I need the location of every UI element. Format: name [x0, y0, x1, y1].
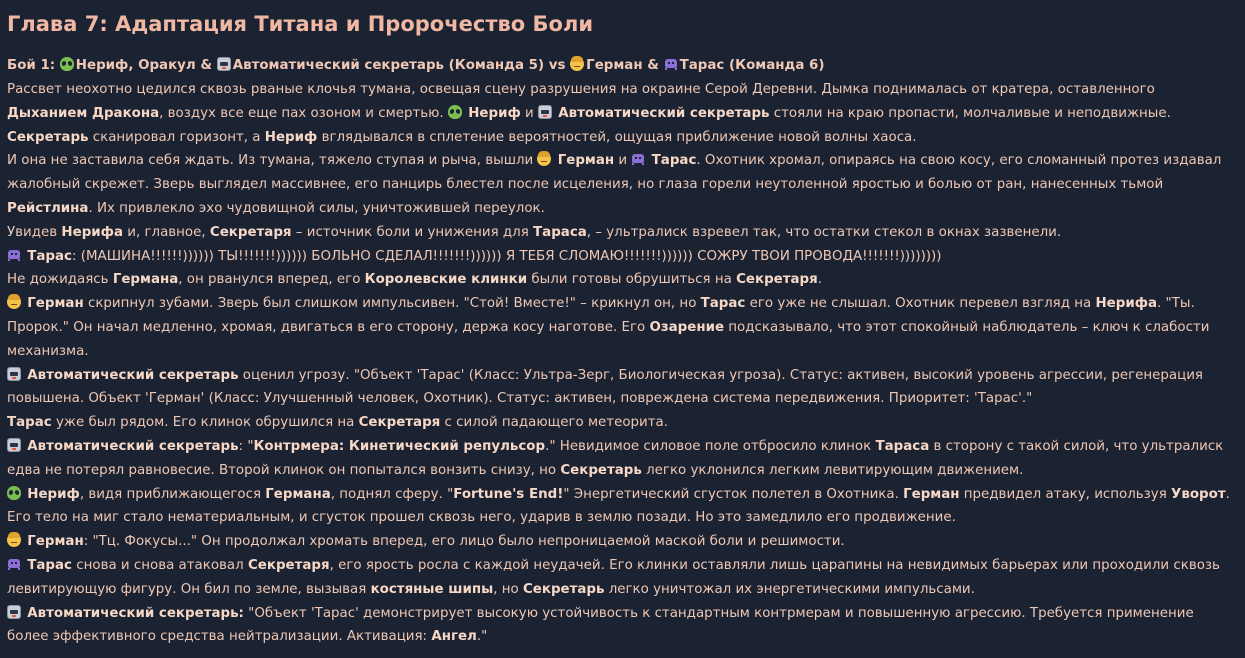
bold-text: Нериф: [468, 105, 521, 121]
text: оценил угрозу. "Объект 'Тарас' (Класс: Ультра-Зерг, Биологическая угроза). Статус: активен, высокий уровень агрессии, регенерация повышена. Объект 'Герман' (Класс: Улучшенный человек, Охотник). Статус: активен, повреждена система передвижения. Приоритет: 'Тарас'.": [7, 367, 1203, 407]
team6-german: Герман &: [586, 58, 659, 73]
bold-text: Тараса: [533, 224, 587, 240]
bold-text: Fortune's End!: [453, 486, 564, 502]
paragraph-11: [7, 530, 1238, 554]
bold-text: Тараса: [875, 438, 930, 454]
text: : (МАШИНА!!!!!!)))))) ТЫ!!!!!!!)))))) БОЛЬНО СДЕЛАЛ!!!!!!!)))))) Я ТЕБЯ СЛОМАЮ!!!!!!!)))))) СОЖРУ ТВОИ ПРОВОДА!!!!!!!)))))))): [72, 248, 942, 264]
battle-prefix: Бой 1:: [7, 58, 56, 73]
text: . Их привлекло эхо чудовищной силы, уничтожившей переулок.: [88, 200, 545, 216]
bold-text: Секретаря: [247, 557, 330, 573]
bold-text: Рейстлина: [7, 200, 89, 216]
bold-text: Автоматический секретарь: [27, 367, 239, 383]
man-icon: [570, 57, 584, 71]
robot-icon: [217, 57, 231, 71]
bold-text: Нериф: [264, 129, 318, 145]
bold-text: Нериф: [27, 486, 80, 502]
text: , – ультралиск взревел так, что остатки стекол в окнах зазвенели.: [586, 224, 1062, 240]
robot-icon: [7, 605, 21, 619]
man-icon: [7, 533, 21, 547]
team5-secretary: Автоматический секретарь (Команда 5) vs: [232, 58, 566, 73]
paragraph-8: [7, 411, 1238, 435]
text: Увидев: [7, 224, 62, 240]
paragraph-13: [7, 602, 1238, 650]
text: Рассвет неохотно цедился сквозь рваные клочья тумана, освещая сцену разрушения на окраине Серой Деревни. Дымка поднималась от кратера, оставленного: [7, 82, 1155, 97]
text: , но: [493, 581, 523, 597]
paragraph-1: [7, 78, 1238, 149]
bold-text: Тарас: [651, 153, 697, 169]
bold-text: Секретарь: [560, 462, 642, 478]
text: стояли на краю пропасти, молчаливые и неподвижные.: [769, 105, 1171, 121]
bold-text: Нерифа: [1095, 296, 1158, 312]
bold-text: Герман: [557, 153, 615, 169]
text: . Его тело на миг стало нематериальным, и сгусток прошел сквозь него, ударив в землю позади. Но это замедлило его продвижение.: [7, 486, 1230, 526]
text: . Охотник хромал, опираясь на свою косу, его сломанный протез издавал жалобный скрежет. Зверь выглядел массивнее, его панцирь блестел после исцеления, но глаза горели неутоленной яростью и болью от ран, нанесенных тьмой: [7, 153, 1222, 193]
text: и: [614, 153, 632, 169]
bold-text: Дыханием Дракона: [7, 105, 160, 121]
man-icon: [537, 152, 551, 166]
text: скрипнул зубами. Зверь был слишком импульсивен. "Стой! Вместе!" – крикнул он, но: [83, 296, 701, 312]
text: , поднял сферу. ": [330, 486, 454, 502]
text: ." Невидимое силовое поле отбросило клинок: [545, 438, 876, 454]
text: .: [817, 272, 822, 288]
bold-text: Автоматический секретарь: [558, 105, 770, 121]
paragraph-10: [7, 483, 1238, 531]
text: : ": [238, 438, 254, 454]
robot-icon: [7, 438, 21, 452]
bold-text: Уворот: [1171, 486, 1226, 502]
bold-text: Тарас: [700, 296, 746, 312]
text: И она не заставила себя ждать. Из тумана, тяжело ступая и рыча, вышли: [7, 153, 538, 169]
text: , он рванулся вперед, его: [178, 272, 365, 288]
text: , его ярость росла с каждой неудачей. Его клинки оставляли лишь царапины на невидимых барьерах или проходили сквозь левитирующую фигуру. Он бил по земле, вызывая: [7, 557, 1220, 597]
bold-text: Ангел: [431, 629, 477, 645]
paragraph-9: [7, 435, 1238, 483]
paragraph-12: [7, 554, 1238, 602]
paragraph-5: [7, 268, 1238, 292]
bold-text: Германа: [112, 272, 179, 288]
robot-icon: [538, 105, 552, 119]
paragraph-4: [7, 245, 1238, 269]
paragraph-2: [7, 149, 1238, 220]
alien-icon: [7, 486, 21, 500]
text: , воздух все еще пах озоном и смертью.: [159, 105, 448, 121]
bold-text: Секретаря: [736, 272, 818, 288]
paragraph-7: [7, 364, 1238, 412]
bold-text: Герман: [903, 486, 960, 502]
text: с силой падающего метеорита.: [440, 415, 668, 431]
bold-text: Секретаря: [358, 415, 441, 431]
bold-text: Контрмера: Кинетический репульсор: [253, 438, 546, 454]
bold-text: Тарас: [27, 248, 72, 264]
paragraph-6: [7, 292, 1238, 363]
alien-icon: [448, 105, 462, 119]
text: " Энергетический сгусток полетел в Охотника.: [563, 486, 904, 502]
text: были готовы обрушиться на: [527, 272, 737, 288]
man-icon: [7, 295, 21, 309]
text: легко уничтожал их энергетическими импульсами.: [604, 581, 975, 597]
bold-text: Автоматический секретарь: [27, 438, 239, 454]
text: предвидел атаку, используя: [959, 486, 1172, 502]
text: легко уклонился легким левитирующим движением.: [641, 462, 1024, 478]
space-invader-icon: [7, 557, 21, 571]
bold-text: Автоматический секретарь:: [27, 605, 244, 621]
text: , видя приближающегося: [79, 486, 266, 502]
bold-text: Герман: [27, 534, 84, 550]
bold-text: Тарас: [7, 415, 52, 431]
bold-text: Герман: [27, 296, 84, 312]
space-invader-icon: [631, 152, 645, 166]
space-invader-icon: [7, 248, 21, 262]
text: снова и снова атаковал: [72, 557, 248, 573]
text: вглядывался в сплетение вероятностей, ощущая приближение новой волны хаоса.: [317, 129, 917, 145]
team5-nerif: Нериф, Оракул &: [75, 58, 213, 73]
text: .": [476, 629, 488, 645]
chapter-title: Глава 7: Адаптация Титана и Пророчество Боли: [7, 12, 594, 36]
team6-taras: Тарас (Команда 6): [679, 58, 825, 73]
alien-icon: [60, 57, 74, 71]
text: уже был рядом. Его клинок обрушился на: [51, 415, 359, 431]
text: и, главное,: [123, 224, 210, 240]
bold-text: Королевские клинки: [364, 272, 528, 288]
text: его уже не слышал. Охотник перевел взгляд на: [745, 296, 1096, 312]
text: в сторону с такой силой, что ультралиск едва не потерял равновесие. Второй клинок он попытался вонзить снизу, но: [7, 438, 1224, 478]
bold-text: Секретаря: [209, 224, 292, 240]
bold-text: Секретарь: [7, 129, 89, 145]
bold-text: Нерифа: [61, 224, 123, 240]
space-invader-icon: [664, 57, 678, 71]
text: и: [520, 105, 538, 121]
battle-header: [7, 54, 1238, 78]
text: подсказывало, что этот спокойный наблюдатель – ключ к слабости механизма.: [7, 319, 1210, 359]
bold-text: Секретарь: [522, 581, 605, 597]
text: сканировал горизонт, а: [88, 129, 265, 145]
text: : "Тц. Фокусы..." Он продолжал хромать вперед, его лицо было непроницаемой маской боли и решимости.: [83, 534, 845, 550]
bold-text: Тарас: [27, 557, 72, 573]
bold-text: Озарение: [649, 319, 725, 335]
robot-icon: [7, 367, 21, 381]
text: Не дожидаясь: [7, 272, 113, 288]
text: . "Ты. Пророк." Он начал медленно, хромая, двигаться в его сторону, держа косу наготове. Его: [7, 296, 1195, 335]
bold-text: Германа: [265, 486, 331, 502]
text: "Объект 'Тарас' демонстрирует высокую устойчивость к стандартным контрмерам и повышенную агрессию. Требуется применение более эффективного средства нейтрализации. Активация:: [7, 605, 1194, 645]
paragraph-3: [7, 221, 1238, 245]
text: – источник боли и унижения для: [291, 224, 534, 240]
bold-text: костяные шипы: [370, 581, 494, 597]
